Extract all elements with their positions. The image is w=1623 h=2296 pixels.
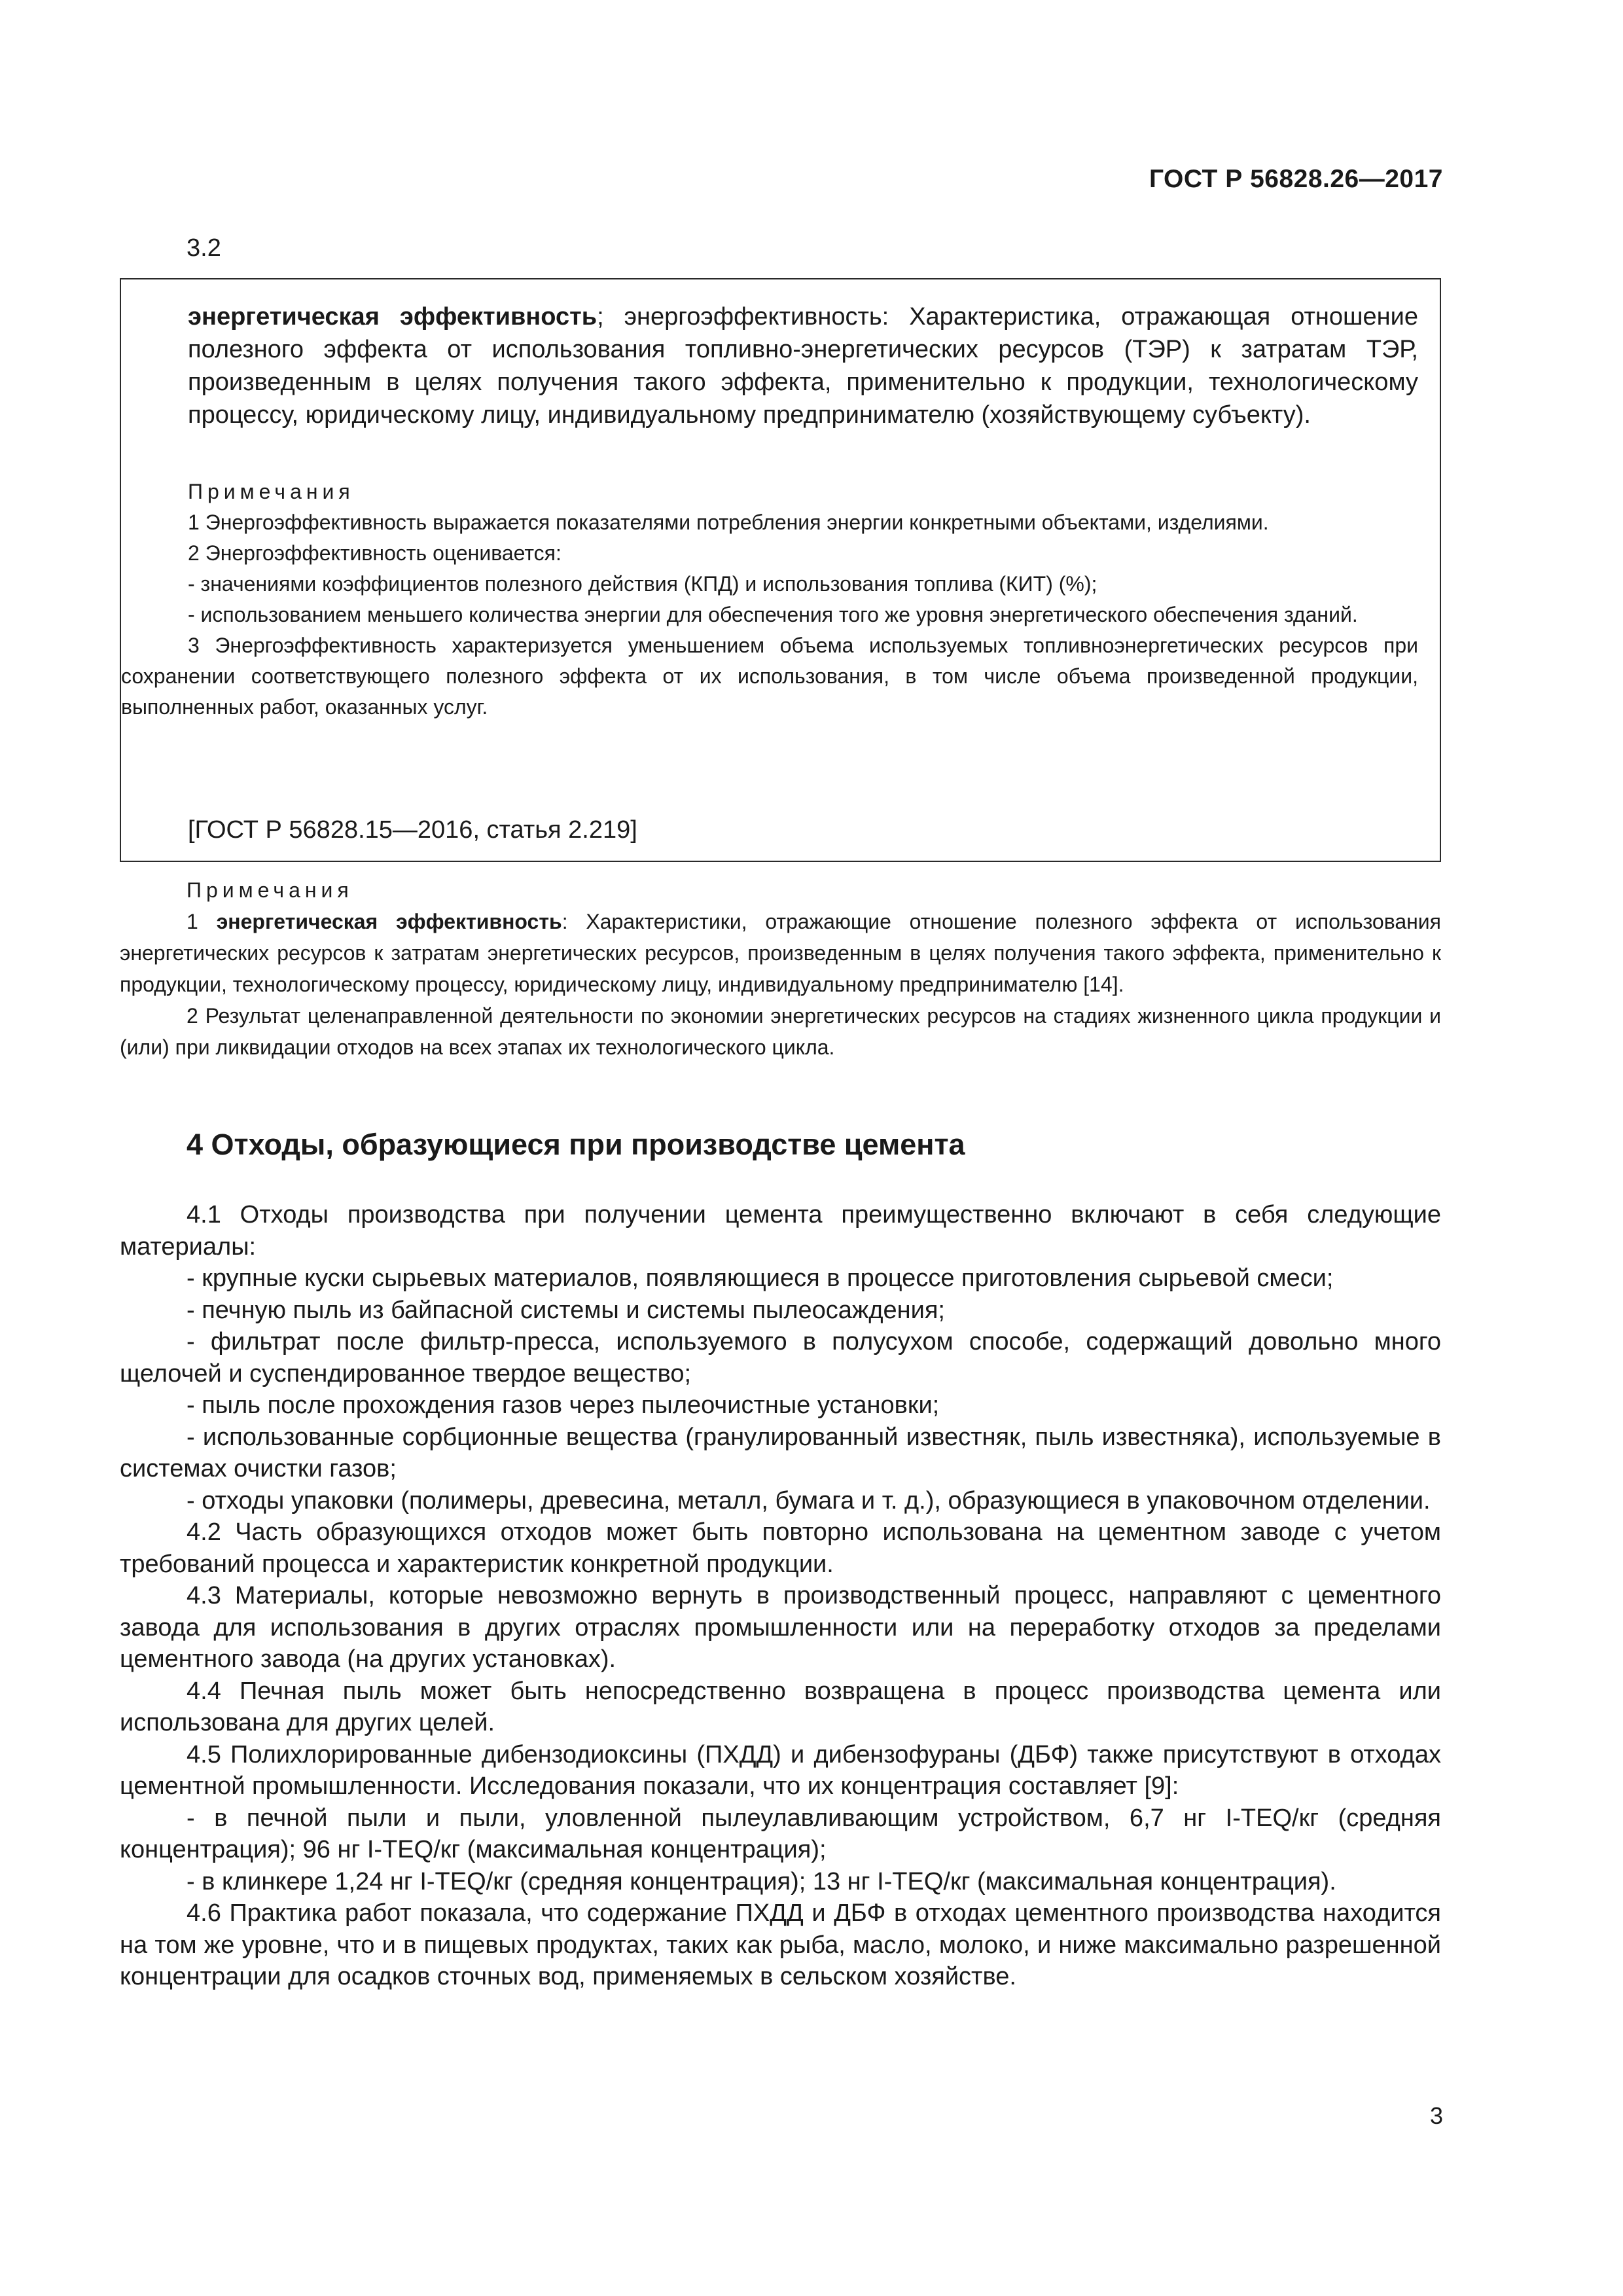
box-note-2-item-2: - использованием меньшего количества энергии для обеспечения того же уровня энергетического обеспечения зданий. — [188, 603, 1358, 626]
list-item: - печную пыль из байпасной системы и системы пылеосаждения; — [187, 1296, 945, 1324]
list-item: - крупные куски сырьевых материалов, появляющиеся в процессе приготовления сырьевой смеси; — [187, 1265, 1334, 1292]
box-note-1: 1 Энергоэффективность выражается показателями потребления энергии конкретными объектами, изделиями. — [188, 511, 1269, 534]
list-item: - в печной пыли и пыли, уловленной пылеулавливающим устройством, 6,7 нг I-TEQ/кг (средняя концентрация); 96 нг I-TEQ/кг (максимальная концентрация); — [120, 1804, 1441, 1863]
term-notes — [120, 874, 1441, 1063]
term-note-1-text: : Характеристики, отражающие отношение полезного эффекта от использования энергетических ресурсов к затратам энергетических ресурсов, произведенным в целях получения такого эффекта, применительно к продукции, технологическому процессу, юридическому лицу, индивидуальному предпринимателю [14]. — [120, 910, 1442, 996]
paragraph: 4.1 Отходы производства при получении цемента преимущественно включают в себя следующие материалы: — [120, 1201, 1441, 1261]
term-bold: энергетическая эффективность — [188, 303, 597, 331]
paragraph: 4.4 Печная пыль может быть непосредственно возвращена в процесс производства цемента или использована для других целей. — [120, 1677, 1441, 1736]
definition-box — [120, 278, 1441, 862]
standard-code-header: ГОСТ Р 56828.26—2017 — [1149, 165, 1443, 193]
term-note-2: 2 Результат целенаправленной деятельности по экономии энергетических ресурсов на стадиях жизненного цикла продукции и (или) при ликвидации отходов на всех этапах их технологического цикла. — [120, 1004, 1441, 1059]
definition-source: [ГОСТ Р 56828.15—2016, статья 2.219] — [188, 816, 637, 844]
term-definition: ; энергоэффективность: Характеристика, отражающая отношение полезного эффекта от использования топливно-энергетических ресурсов (ТЭР) к затратам ТЭР, произведенным в целях получения такого эффекта, применительно к продукции, технологическому процессу, юридическому лицу, индивидуальному предпринимателю (хозяйствующему субъекту). — [188, 303, 1419, 429]
paragraph: 4.2 Часть образующихся отходов может быть повторно использована на цементном заводе с учетом требований процесса и характеристик конкретной продукции. — [120, 1518, 1441, 1578]
term-note-1-term: энергетическая эффективность — [216, 910, 562, 933]
paragraph: 4.5 Полихлорированные дибензодиоксины (ПХДД) и дибензофураны (ДБФ) также присутствуют в отходах цементной промышленности. Исследования показали, что их концентрация составляет [9]: — [120, 1740, 1441, 1800]
term-notes-title: Примечания — [187, 878, 353, 902]
section-body — [120, 1199, 1441, 1993]
term-note-1-prefix: 1 — [187, 910, 217, 933]
list-item: - пыль после прохождения газов через пылеочистные установки; — [187, 1391, 940, 1419]
definition-text — [188, 300, 1418, 431]
box-note-3: 3 Энергоэффективность характеризуется уменьшением объема используемых топливноэнергетических ресурсов при сохранении соответствующего полезного эффекта от их использования, в том числе объема произведенной продукции, выполненных работ, оказанных услуг. — [121, 634, 1418, 719]
list-item: - в клинкере 1,24 нг I-TEQ/кг (средняя концентрация); 13 нг I-TEQ/кг (максимальная концентрация). — [187, 1867, 1336, 1895]
box-note-2: 2 Энергоэффективность оценивается: — [188, 541, 562, 565]
list-item: - использованные сорбционные вещества (гранулированный известняк, пыль известняка), используемые в системах очистки газов; — [120, 1423, 1441, 1482]
box-note-2-item-1: - значениями коэффициентов полезного действия (КПД) и использования топлива (КИТ) (%); — [188, 572, 1097, 596]
list-item: - фильтрат после фильтр-пресса, используемого в полусухом способе, содержащий довольно много щелочей и суспендированное твердое вещество; — [120, 1328, 1441, 1388]
box-notes — [121, 476, 1418, 723]
paragraph: 4.6 Практика работ показала, что содержание ПХДД и ДБФ в отходах цементного производства находится на том же уровне, что и в пищевых продуктах, таких как рыба, масло, молоко, и ниже максимально разрешенной концентрации для осадков сточных вод, применяемых в сельском хозяйстве. — [120, 1899, 1441, 1990]
list-item: - отходы упаковки (полимеры, древесина, металл, бумага и т. д.), образующиеся в упаковочном отделении. — [187, 1486, 1431, 1515]
page-number: 3 — [1429, 2102, 1443, 2129]
term-number: 3.2 — [187, 234, 221, 262]
box-notes-title: Примечания — [188, 480, 355, 503]
term-note-1 — [120, 906, 1441, 1000]
paragraph: 4.3 Материалы, которые невозможно вернуть в производственный процесс, направляют с цементного завода для использования в других отраслях промышленности или на переработку отходов за пределами цементного завода (на других установках). — [120, 1582, 1441, 1673]
section-heading: 4 Отходы, образующиеся при производстве цемента — [187, 1128, 965, 1161]
